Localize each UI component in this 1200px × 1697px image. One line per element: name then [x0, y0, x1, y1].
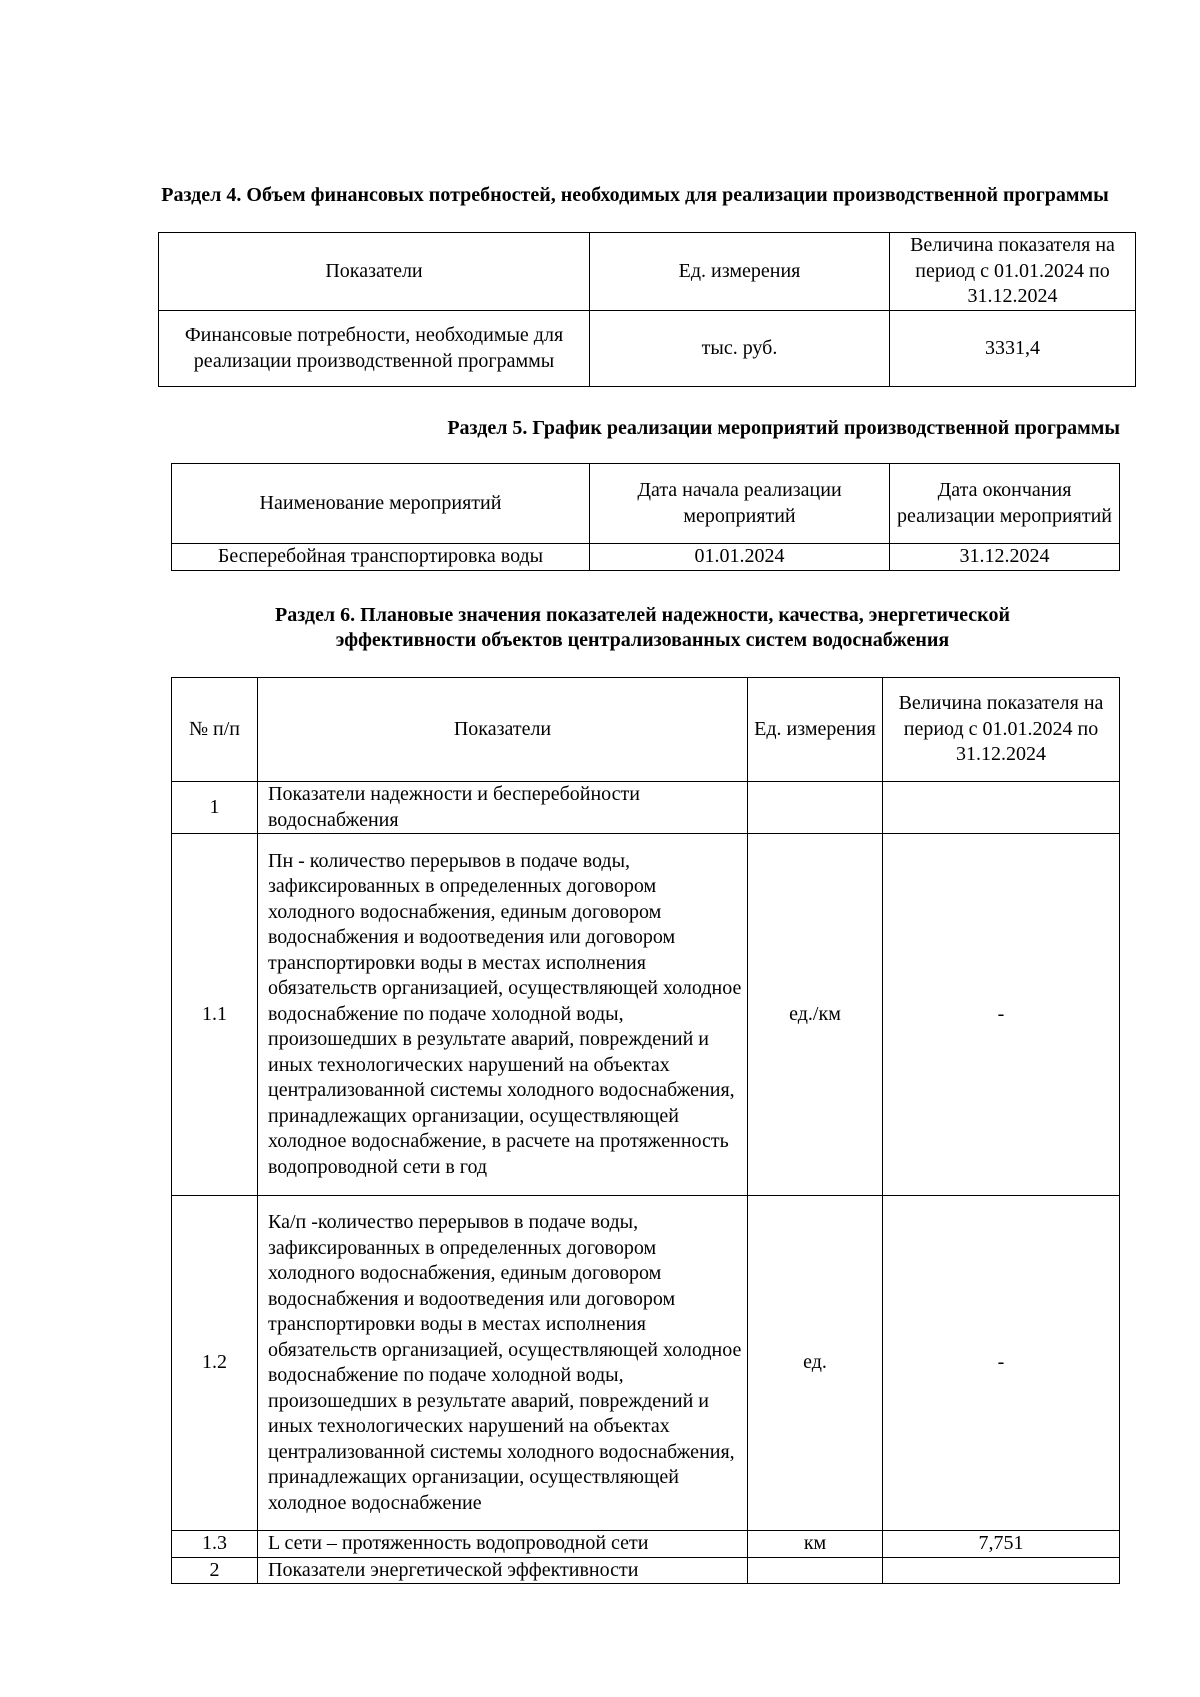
schedule-table: [171, 463, 1120, 571]
header-name: Наименование мероприятий: [172, 464, 590, 544]
cell-value: 3331,4: [890, 311, 1136, 387]
cell-unit: ед.: [748, 1196, 883, 1531]
cell-value: -: [883, 834, 1120, 1196]
cell-unit: [748, 782, 883, 834]
cell-value: [883, 1557, 1120, 1584]
cell-indicator: Финансовые потребности, необходимые для реализации производственной программы: [159, 311, 590, 387]
header-num: № п/п: [172, 678, 258, 782]
section-5-title: Раздел 5. График реализации мероприятий производственной программы: [447, 417, 1120, 439]
table-row: [172, 1196, 1120, 1531]
cell-num: 1.1: [172, 834, 258, 1196]
cell-unit: ед./км: [748, 834, 883, 1196]
cell-num: 1.3: [172, 1531, 258, 1558]
header-indicator: Показатели: [258, 678, 748, 782]
financial-needs-table: [158, 232, 1136, 387]
indicators-table: [171, 677, 1120, 1584]
header-end-date: Дата окончания реализации мероприятий: [890, 464, 1120, 544]
table-row: [172, 834, 1120, 1196]
cell-num: 1: [172, 782, 258, 834]
table-header-row: [172, 464, 1120, 544]
cell-indicator: Показатели надежности и бесперебойности водоснабжения: [258, 782, 748, 834]
cell-unit: км: [748, 1531, 883, 1558]
header-indicator: Показатели: [159, 233, 590, 311]
cell-start-date: 01.01.2024: [590, 544, 890, 571]
header-unit: Ед. измерения: [590, 233, 890, 311]
cell-value: 7,751: [883, 1531, 1120, 1558]
table-header-row: [159, 233, 1136, 311]
cell-value: [883, 782, 1120, 834]
table-row: [172, 544, 1120, 571]
cell-unit: тыс. руб.: [590, 311, 890, 387]
header-unit: Ед. измерения: [748, 678, 883, 782]
cell-value: -: [883, 1196, 1120, 1531]
cell-indicator: L сети – протяженность водопроводной сети: [258, 1531, 748, 1558]
table-row: [172, 1531, 1120, 1558]
table-row: [159, 311, 1136, 387]
cell-name: Бесперебойная транспортировка воды: [172, 544, 590, 571]
cell-num: 2: [172, 1557, 258, 1584]
cell-indicator: Пн - количество перерывов в подаче воды, зафиксированных в определенных договором холодного водоснабжения, единым договором водоснабжения и водоотведения или договором транспортировки воды в местах исполнения обязательств организацией, осуществляющей холодное водоснабжение по подаче холодной воды, произошедших в результате аварий, повреждений и иных технологических нарушений на объектах централизованной системы холодного водоснабжения, принадлежащих организации, осуществляющей холодное водоснабжение, в расчете на протяженность водопроводной сети в год: [258, 834, 748, 1196]
cell-indicator: Ка/п -количество перерывов в подаче воды, зафиксированных в определенных договором холодного водоснабжения, единым договором водоснабжения и водоотведения или договором транспортировки воды в местах исполнения обязательств организацией, осуществляющей холодное водоснабжение по подаче холодной воды, произошедших в результате аварий, повреждений и иных технологических нарушений на объектах централизованной системы холодного водоснабжения, принадлежащих организации, осуществляющей холодное водоснабжение: [258, 1196, 748, 1531]
cell-end-date: 31.12.2024: [890, 544, 1120, 571]
section-4-title: Раздел 4. Объем финансовых потребностей, необходимых для реализации производственной программы: [161, 184, 1109, 206]
cell-unit: [748, 1557, 883, 1584]
section-6-title: Раздел 6. Плановые значения показателей надежности, качества, энергетической эффективности объектов централизованных систем водоснабжения: [275, 604, 1010, 651]
table-header-row: [172, 678, 1120, 782]
table-row: [172, 782, 1120, 834]
header-start-date: Дата начала реализации мероприятий: [590, 464, 890, 544]
header-value: Величина показателя на период с 01.01.2024 по 31.12.2024: [890, 233, 1136, 311]
cell-indicator: Показатели энергетической эффективности: [258, 1557, 748, 1584]
header-value: Величина показателя на период с 01.01.2024 по 31.12.2024: [883, 678, 1120, 782]
cell-num: 1.2: [172, 1196, 258, 1531]
table-row: [172, 1557, 1120, 1584]
